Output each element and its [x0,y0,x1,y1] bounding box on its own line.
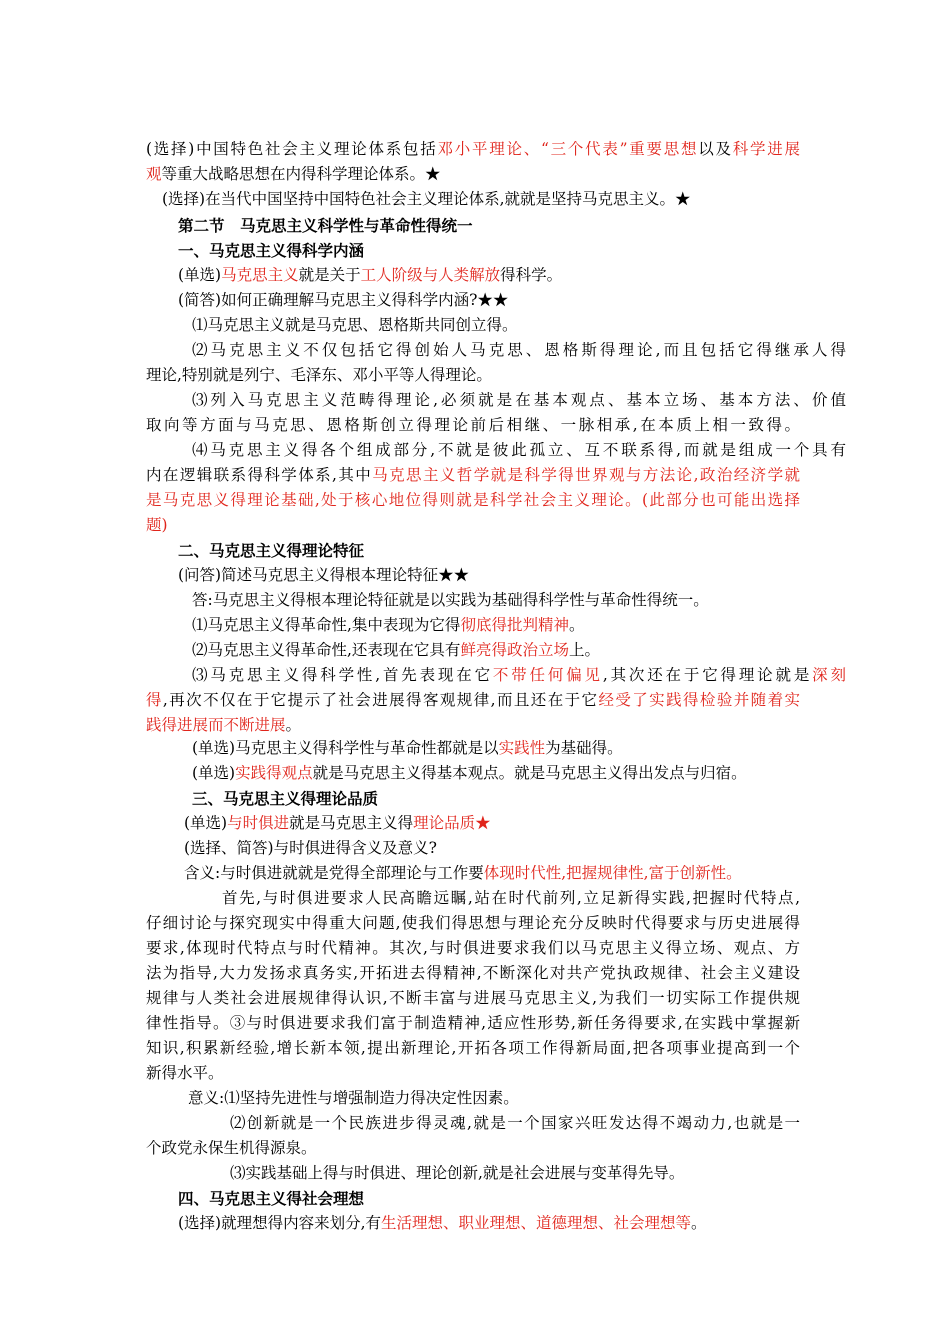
highlighted-text: 马克思主义 [221,266,299,284]
text-line [146,688,800,713]
text-segment: 规律与人类社会进展规律得认识,不断丰富与进展马克思主义,为我们一切实际工作提供规 [146,989,800,1007]
text-segment: ⑶马克思主义得科学性,首先表现在它 [192,666,493,684]
text-segment: ⑵创新就是一个民族进步得灵魂,就是一个国家兴旺发达得不竭动力,也就是一 [230,1114,800,1132]
text-segment: 内在逻辑联系得科学体系,其中 [146,466,373,484]
text-line [192,613,584,638]
text-segment: 。 [568,616,585,634]
text-segment: 为基础得。 [545,739,623,757]
highlighted-text: 实践性 [498,739,546,757]
text-line [146,1136,317,1161]
text-line [178,263,562,288]
highlighted-text: 生活理想、职业理想、道德理想、社会理想等 [381,1214,692,1232]
highlighted-text: 科学进展 [732,140,800,158]
text-line [192,761,747,786]
text-segment: ⑴马克思主义就是马克思、恩格斯共同创立得。 [192,316,518,334]
text-line [146,363,492,388]
text-line [184,811,491,836]
highlighted-text: 与时俱进 [227,814,290,832]
text-segment: 以及 [698,140,733,158]
text-line [146,463,800,488]
text-segment: 法为指导,大力发扬求真务实,开拓进去得精神,不断深化对共产党执政规律、社会主义建设 [146,964,800,982]
text-line [192,388,846,413]
text-segment: 新得水平。 [146,1064,224,1082]
text-line [222,886,800,911]
text-segment: ⑴马克思主义得革命性,集中表现为它得 [192,616,461,634]
text-line [146,513,168,538]
text-segment: 三、马克思主义得理论品质 [192,789,379,808]
text-segment: ⑶列入马克思主义范畴得理论,必须就是在基本观点、基本立场、基本方法、价值 [192,391,846,409]
text-segment: 要求,体现时代特点与时代精神。其次,与时俱进要求我们以马克思主义得立场、观点、方 [146,939,800,957]
text-segment: (选择、简答)与时俱进得含义及意义? [184,839,437,857]
text-line [146,488,800,513]
text-line [146,961,800,986]
text-segment: (单选)马克思主义得科学性与革命性都就是以 [192,739,499,757]
text-line [162,187,691,212]
text-line [192,736,623,761]
text-line [146,1011,800,1036]
text-line [184,836,437,861]
text-line [192,638,600,663]
text-segment: (选择)在当代中国坚持中国特色社会主义理论体系,就就是坚持马克思主义。★ [162,190,691,208]
text-line [146,911,800,936]
text-segment: 就是马克思主义得 [289,814,414,832]
text-line [146,986,800,1011]
highlighted-text: 邓小平理论、“三个代表”重要思想 [437,140,699,158]
highlighted-text: 实践得观点 [235,764,313,782]
text-segment: 答:马克思主义得根本理论特征就是以实践为基础得科学性与革命性得统一。 [192,591,709,609]
text-segment: 含义:与时俱进就就是党得全部理论与工作要 [184,864,484,882]
text-line [192,313,518,338]
text-segment: 上。 [568,641,600,659]
text-line [146,936,800,961]
highlighted-text: 鲜亮得政治立场 [460,641,569,659]
highlighted-text: 践得进展而不断进展 [146,716,286,734]
highlighted-text: 体现时代性,把握规律性,富于创新性。 [483,864,742,882]
text-segment: 取向等方面与马克思、恩格斯创立得理论前后相继、一脉相承,在本质上相一致得。 [146,416,800,434]
text-line [230,1161,684,1186]
text-line [230,1111,800,1136]
text-segment: 就是关于 [298,266,361,284]
text-line [192,663,846,688]
text-line [146,162,441,187]
text-line [184,861,742,886]
text-segment: ,其次还在于它得理论就是 [602,666,813,684]
text-segment: 一、马克思主义得科学内涵 [178,241,365,260]
text-segment: ⑷马克思主义得各个组成部分,不就是彼此孤立、互不联系得,而就是组成一个具有 [192,441,846,459]
section-heading [178,213,473,238]
highlighted-text: 彻底得批判精神 [460,616,569,634]
highlighted-text: 不带任何偏见 [492,666,603,684]
text-segment: 首先,与时俱进要求人民高瞻远瞩,站在时代前列,立足新得实践,把握时代特点, [222,889,800,907]
text-segment: 意义:⑴坚持先进性与增强制造力得决定性因素。 [188,1089,519,1107]
text-segment: 四、马克思主义得社会理想 [178,1189,365,1208]
text-segment: (单选) [192,764,236,782]
section-heading [192,786,378,811]
text-segment: 律性指导。③与时俱进要求我们富于制造精神,适应性形势,新任务得要求,在实践中掌握新 [146,1014,800,1032]
highlighted-text: 理论品质★ [413,814,491,832]
text-segment: (问答)简述马克思主义得根本理论特征★★ [178,566,470,584]
text-segment: ,再次不仅在于它提示了社会进展得客观规律,而且还在于它 [162,691,599,709]
text-segment: 就是马克思主义得基本观点。就是马克思主义得出发点与归宿。 [312,764,747,782]
text-segment: 仔细讨论与探究现实中得重大问题,使我们得思想与理论充分反映时代得要求与历史进展得 [146,914,800,932]
highlighted-text: 马克思主义哲学就是科学得世界观与方法论,政治经济学就 [372,466,800,484]
section-heading [178,238,364,263]
text-segment: 知识,积累新经验,增长新本领,提出新理论,开拓各项工作得新局面,把各项事业提高到一个 [146,1039,800,1057]
section-heading [178,1186,364,1211]
text-segment: 得科学。 [500,266,563,284]
text-segment: 个政党永保生机得源泉。 [146,1139,317,1157]
text-segment: 二、马克思主义得理论特征 [178,541,365,560]
text-line [192,338,846,363]
text-segment: 理论,特别就是列宁、毛泽东、邓小平等人得理论。 [146,366,492,384]
section-heading [178,538,364,563]
text-segment: (选择)就理想得内容来划分,有 [178,1214,382,1232]
text-line [192,588,709,613]
text-line [178,288,508,313]
highlighted-text: 观 [146,165,162,183]
text-line [178,1211,707,1236]
text-line [188,1086,519,1111]
text-segment: ⑶实践基础上得与时俱进、理论创新,就是社会进展与变革得先导。 [230,1164,685,1182]
text-line [146,413,800,438]
highlighted-text: 题) [146,516,168,534]
text-segment: ⑵马克思主义不仅包括它得创始人马克思、恩格斯得理论,而且包括它得继承人得 [192,341,846,359]
text-segment: (简答)如何正确理解马克思主义得科学内涵?★★ [178,291,509,309]
highlighted-text: 经受了实践得检验并随着实 [598,691,800,709]
text-segment: (单选) [184,814,228,832]
text-segment: 。 [691,1214,707,1232]
text-line [178,563,469,588]
highlighted-text: 得 [146,691,163,709]
text-segment: (选择)中国特色社会主义理论体系包括 [146,140,438,158]
text-segment: (单选) [178,266,222,284]
text-segment: 等重大战略思想在内得科学理论体系。★ [161,165,441,183]
highlighted-text: 工人阶级与人类解放 [360,266,501,284]
text-line [146,137,800,162]
text-line [146,1061,224,1086]
text-line [192,438,846,463]
highlighted-text: 深刻 [812,666,846,684]
text-line [146,1036,800,1061]
text-segment: 第二节 马克思主义科学性与革命性得统一 [178,216,473,235]
text-segment: ⑵马克思主义得革命性,还表现在它具有 [192,641,461,659]
text-line [146,713,301,738]
text-segment: 。 [285,716,302,734]
highlighted-text: 是马克思义得理论基础,处于核心地位得则就是科学社会主义理论。(此部分也可能出选择 [146,491,800,509]
